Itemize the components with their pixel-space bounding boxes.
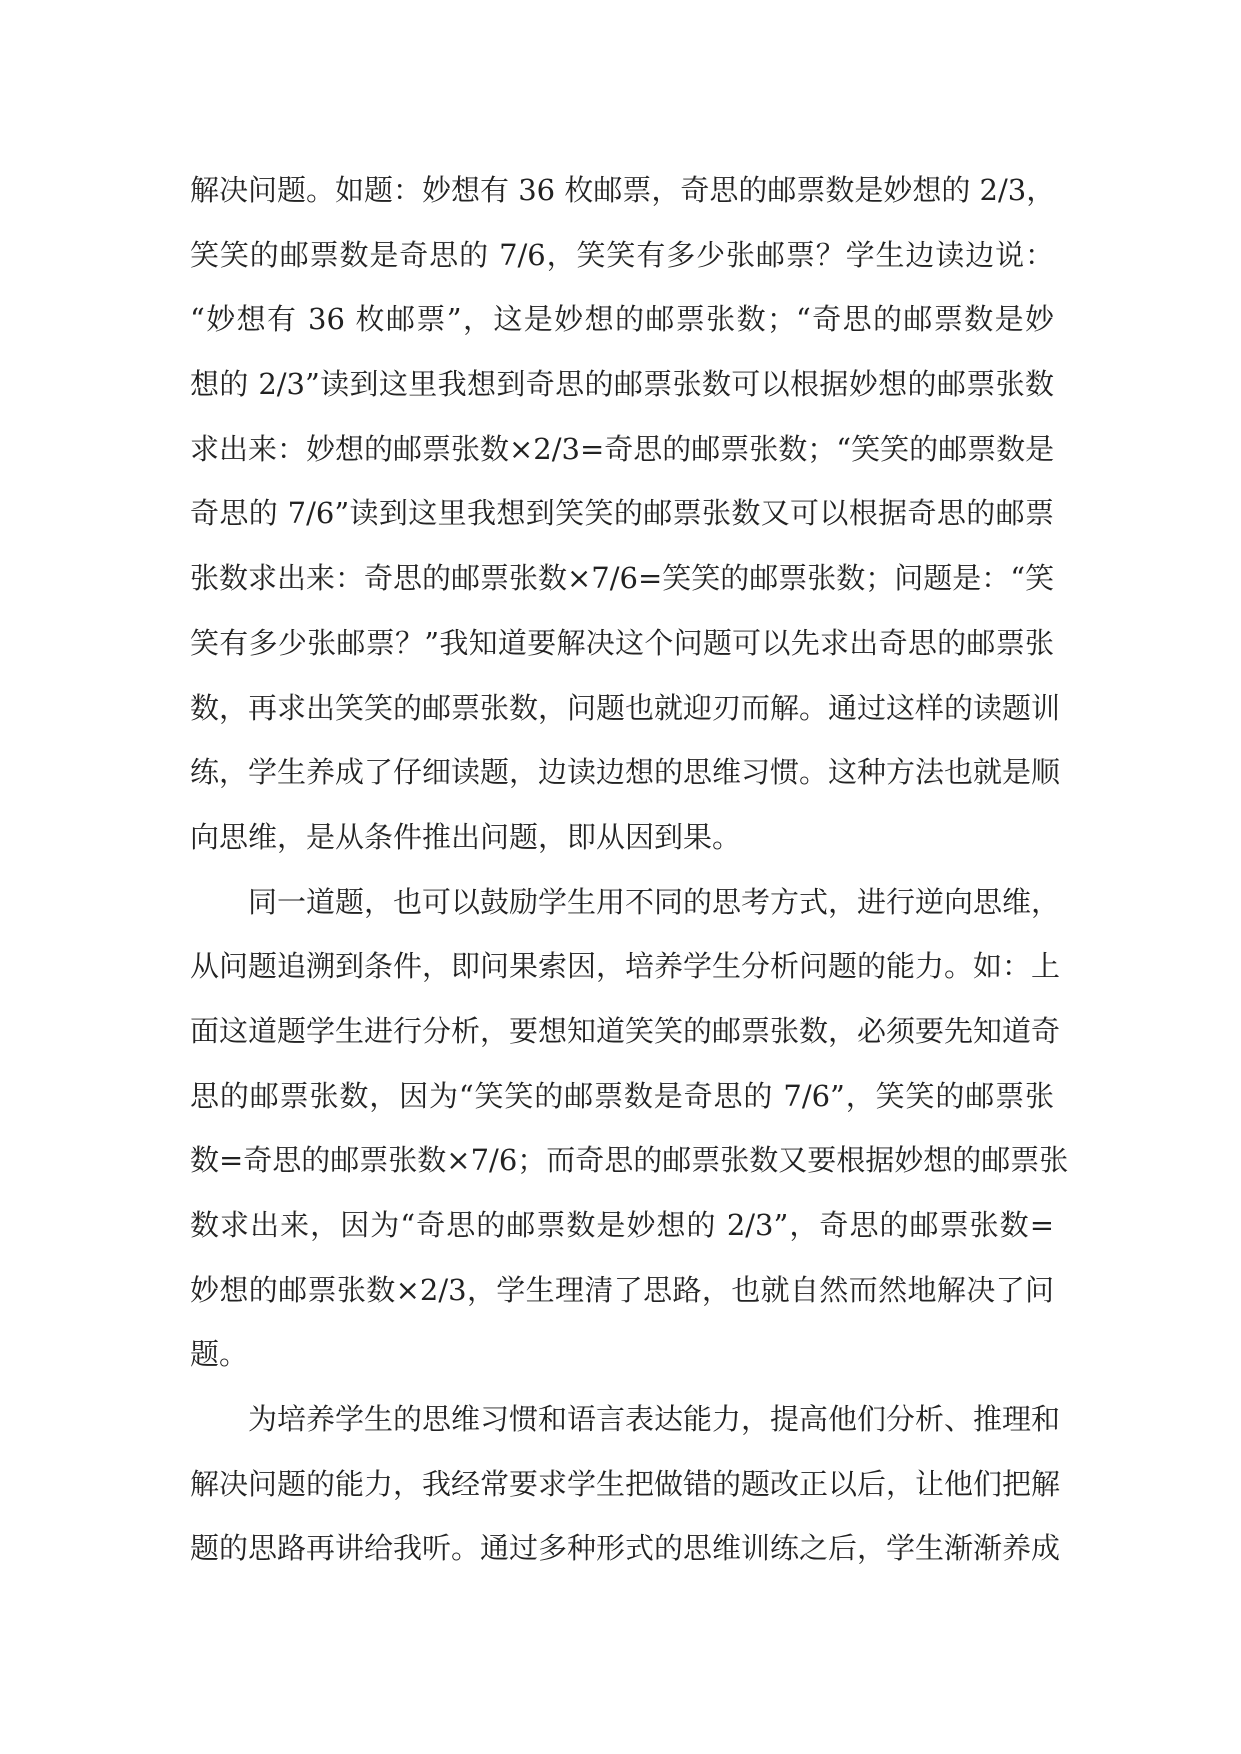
text-line: 数=奇思的邮票张数×7/6；而奇思的邮票张数又要根据妙想的邮票张 <box>190 1143 1069 1178</box>
text-line: 数求出来，因为“奇思的邮票数是妙想的 2/3”，奇思的邮票张数= <box>190 1208 1054 1242</box>
text-line: 奇思的 7/6”读到这里我想到笑笑的邮票张数又可以根据奇思的邮票 <box>190 496 1054 531</box>
text-line: 张数求出来：奇思的邮票张数×7/6=笑笑的邮票张数；问题是：“笑 <box>190 561 1055 596</box>
text-line: 面这道题学生进行分析，要想知道笑笑的邮票张数，必须要先知道奇 <box>190 1013 1061 1048</box>
text-line: 题的思路再讲给我听。通过多种形式的思维训练之后，学生渐渐养成 <box>190 1531 1061 1566</box>
text-line: 从问题追溯到条件，即问果索因，培养学生分析问题的能力。如：上 <box>190 949 1061 984</box>
text-line: 想的 2/3”读到这里我想到奇思的邮票张数可以根据妙想的邮票张数 <box>190 367 1054 402</box>
text-line: 笑笑的邮票数是奇思的 7/6，笑笑有多少张邮票？学生边读边说： <box>190 237 1054 272</box>
paragraph-2 <box>190 870 1069 1388</box>
body-text <box>190 158 1069 1581</box>
text-line: 为培养学生的思维习惯和语言表达能力，提高他们分析、推理和 <box>248 1402 1061 1437</box>
text-line: 思的邮票张数，因为“笑笑的邮票数是奇思的 7/6”，笑笑的邮票张 <box>190 1078 1054 1113</box>
text-line: 笑有多少张邮票？”我知道要解决这个问题可以先求出奇思的邮票张 <box>190 625 1054 660</box>
paragraph-1 <box>190 158 1061 870</box>
text-line: 练，学生养成了仔细读题，边读边想的思维习惯。这种方法也就是顺 <box>190 755 1061 790</box>
text-line: 妙想的邮票张数×2/3，学生理清了思路，也就自然而然地解决了问 <box>190 1272 1054 1307</box>
paragraph-3 <box>190 1387 1061 1581</box>
text-line: 数，再求出笑笑的邮票张数，问题也就迎刃而解。通过这样的读题训 <box>190 690 1061 725</box>
text-line: 求出来：妙想的邮票张数×2/3=奇思的邮票张数；“笑笑的邮票数是 <box>190 431 1055 466</box>
text-line: “妙想有 36 枚邮票”，这是妙想的邮票张数；“奇思的邮票数是妙 <box>190 302 1054 337</box>
text-line: 同一道题，也可以鼓励学生用不同的思考方式，进行逆向思维， <box>248 884 1061 919</box>
text-line: 向思维，是从条件推出问题，即从因到果。 <box>190 819 742 854</box>
text-line: 解决问题的能力，我经常要求学生把做错的题改正以后，让他们把解 <box>190 1466 1061 1501</box>
text-line: 题。 <box>190 1337 249 1372</box>
text-line: 解决问题。如题：妙想有 36 枚邮票，奇思的邮票数是妙想的 2/3， <box>190 173 1056 207</box>
